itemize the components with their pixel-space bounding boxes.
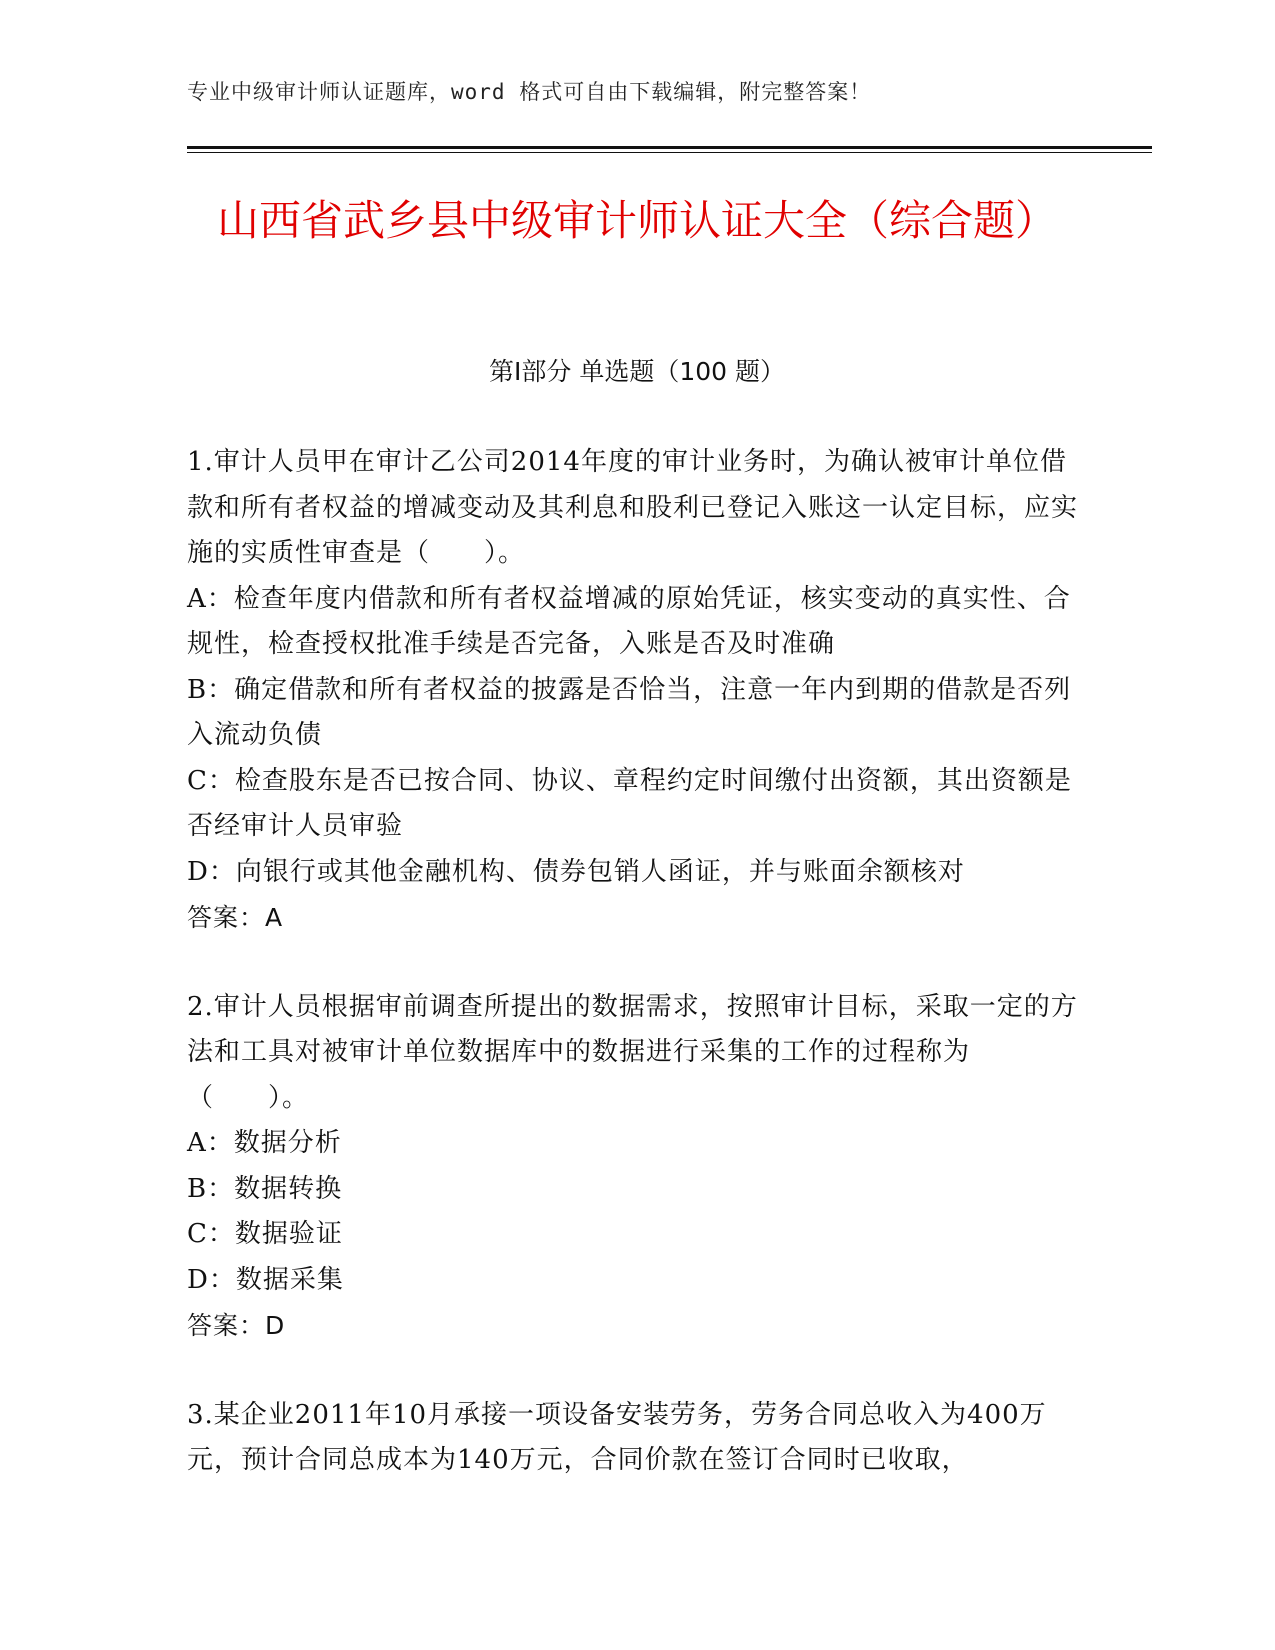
question-stem: 2.审计人员根据审前调查所提出的数据需求，按照审计目标，采取一定的方法和工具对被审计单位数据库中的数据进行采集的工作的过程称为（ ）。 xyxy=(187,991,1078,1113)
question-stem: 1.审计人员甲在审计乙公司2014年度的审计业务时，为确认被审计单位借款和所有者权益的增减变动及其利息和股利已登记入账这一认定目标，应实施的实质性审查是（ ）。 xyxy=(187,447,1079,568)
header-note: 专业中级审计师认证题库，word 格式可自由下载编辑，附完整答案！ xyxy=(187,80,872,104)
option-c: C：数据验证 xyxy=(187,1219,343,1249)
document-title: 山西省武乡县中级审计师认证大全（综合题） xyxy=(216,196,1057,245)
option-d: D：向银行或其他金融机构、债券包销人函证，并与账面余额核对 xyxy=(187,856,965,887)
question-3 xyxy=(187,1393,1087,1484)
option-a: A：检查年度内借款和所有者权益增减的原始凭证，核实变动的真实性、合规性，检查授权批准手续是否完备，入账是否及时准确 xyxy=(187,583,1071,659)
question-stem: 3.某企业2011年10月承接一项设备安装劳务，劳务合同总收入为400万元，预计合同总成本为140万元，合同价款在签订合同时已收取， xyxy=(187,1399,1047,1475)
option-b: B：数据转换 xyxy=(187,1173,343,1204)
header-divider-thin xyxy=(187,152,1152,153)
option-c: C：检查股东是否已按合同、协议、章程约定时间缴付出资额，其出资额是否经审计人员审验 xyxy=(187,765,1072,841)
question-list xyxy=(187,440,1087,1528)
question-1 xyxy=(187,440,1087,941)
question-2 xyxy=(187,985,1087,1349)
option-d: D：数据采集 xyxy=(187,1264,344,1295)
option-a: A：数据分析 xyxy=(187,1128,342,1158)
answer: 答案：A xyxy=(187,903,284,932)
option-b: B：确定借款和所有者权益的披露是否恰当，注意一年内到期的借款是否列入流动负债 xyxy=(187,674,1072,750)
header-divider xyxy=(187,146,1152,149)
section-title: 第Ⅰ部分 单选题（100 题） xyxy=(489,357,785,386)
answer: 答案：D xyxy=(187,1311,286,1340)
